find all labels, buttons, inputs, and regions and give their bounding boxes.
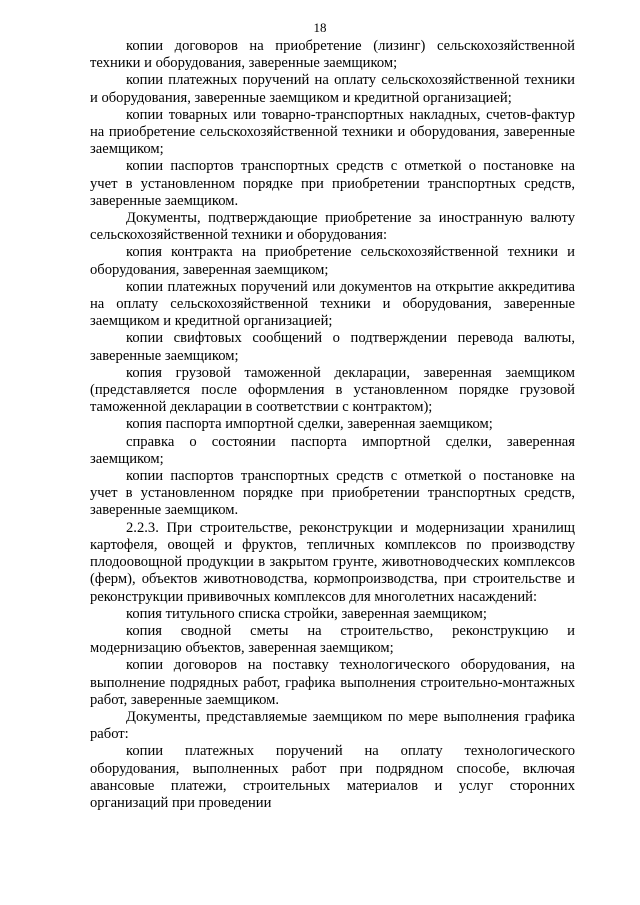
paragraph-12: копии паспортов транспортных средств с отметкой о постановке на учет в установленном порядке при приобретении транспортных средств, заверенные заемщиком. xyxy=(90,468,575,519)
paragraph-13: 2.2.3. При строительстве, реконструкции и модернизации хранилищ картофеля, овощей и фруктов, тепличных комплексов по производству плодоовощной продукции в закрытом грунте, животноводческих комплексов (ферм), объектов животноводства, кормопроизводства, при строительстве и реконструкции прививочных комплексов для многолетних насаждений: xyxy=(90,519,575,605)
page-number: 18 xyxy=(313,20,327,35)
paragraph-9: копия грузовой таможенной декларации, заверенная заемщиком (представляется после оформления в установленном порядке грузовой таможенной декларации в соответствии с контрактом); xyxy=(90,364,575,416)
paragraph-10: копия паспорта импортной сделки, заверенная заемщиком; xyxy=(126,416,493,433)
paragraph-14: копия титульного списка стройки, заверенная заемщиком; xyxy=(126,605,487,622)
paragraph-8: копии свифтовых сообщений о подтверждении перевода валюты, заверенные заемщиком; xyxy=(90,330,575,364)
paragraph-2: копии платежных поручений на оплату сельскохозяйственной техники и оборудования, заверенные заемщиком и кредитной организацией; xyxy=(90,72,575,106)
paragraph-17: Документы, представляемые заемщиком по мере выполнения графика работ: xyxy=(90,708,575,743)
paragraph-5: Документы, подтверждающие приобретение за иностранную валюту сельскохозяйственной техники и оборудования: xyxy=(90,210,575,244)
paragraph-6: копия контракта на приобретение сельскохозяйственной техники и оборудования, заверенная заемщиком; xyxy=(90,244,575,278)
paragraph-3: копии товарных или товарно-транспортных накладных, счетов-фактур на приобретение сельскохозяйственной техники и оборудования, заверенные заемщиком; xyxy=(90,106,575,158)
paragraph-7: копии платежных поручений или документов на открытие аккредитива на оплату сельскохозяйственной техники и оборудования, заверенные заемщиком и кредитной организацией; xyxy=(90,278,575,330)
paragraph-4: копии паспортов транспортных средств с отметкой о постановке на учет в установленном порядке при приобретении транспортных средств, заверенные заемщиком. xyxy=(90,158,575,209)
document-body xyxy=(90,38,575,812)
paragraph-18: копии платежных поручений на оплату технологического оборудования, выполненных работ при подрядном способе, включая авансовые платежи, строительных материалов и услуг сторонних организаций при проведении xyxy=(90,743,575,811)
paragraph-16: копии договоров на поставку технологического оборудования, на выполнение подрядных работ, графика выполнения строительно-монтажных работ, заверенные заемщиком. xyxy=(90,657,575,708)
paragraph-1: копии договоров на приобретение (лизинг) сельскохозяйственной техники и оборудования, заверенные заемщиком; xyxy=(90,38,575,72)
paragraph-15: копия сводной сметы на строительство, реконструкцию и модернизацию объектов, заверенная заемщиком; xyxy=(90,622,575,657)
paragraph-11: справка о состоянии паспорта импортной сделки, заверенная заемщиком; xyxy=(90,433,575,467)
